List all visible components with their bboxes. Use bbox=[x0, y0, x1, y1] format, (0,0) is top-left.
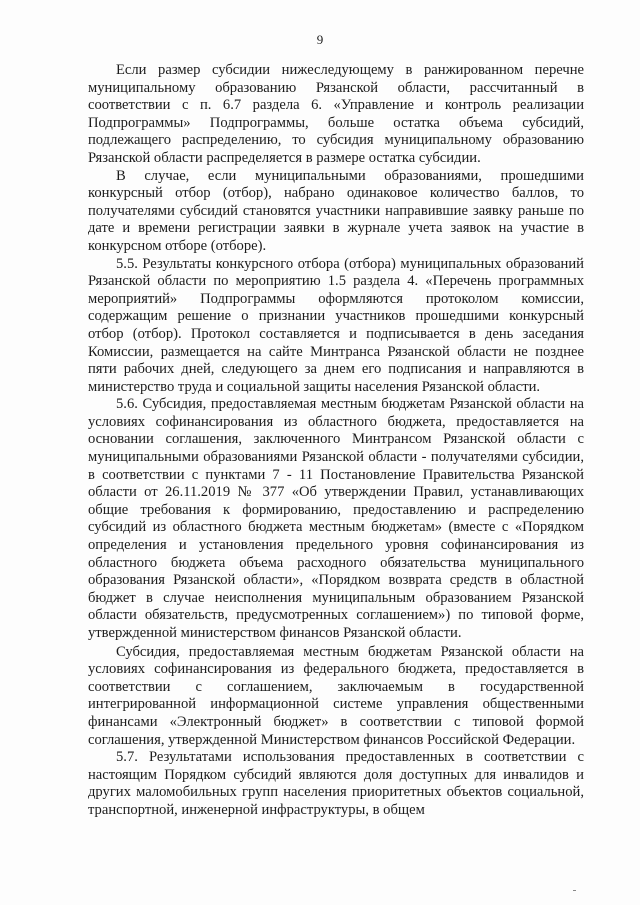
paragraph-5-7-usage-results: 5.7. Результатами использования предоставленных в соответствии с настоящим Порядком субсидий являются доля доступных для инвалидов и других маломобильных групп населения приоритетных объектов социальной, транспортной, инженерной инфраструктуры, в общем bbox=[88, 749, 584, 818]
page-number: 9 bbox=[316, 32, 324, 47]
paragraph-equal-scores: В случае, если муниципальными образованиями, прошедшими конкурсный отбор (отбор), набрано одинаковое количество баллов, то получателями субсидий становятся участники направившие заявку раньше по дате и времени регистрации заявки в журнале учета заявок на участие в конкурсном отборе (отборе). bbox=[88, 167, 584, 254]
paragraph-federal-subsidy: Субсидия, предоставляемая местным бюджетам Рязанской области на условиях софинансирования из федерального бюджета, предоставляется в соответствии с соглашением, заключаемым в государственной интегрированной информационной системе управления общественными финансами «Электронный бюджет» в соответствии с типовой формой соглашения, утвержденной Министерством финансов Российской Федерации. bbox=[88, 643, 584, 748]
scan-mark bbox=[573, 890, 576, 891]
paragraph-subsidy-remainder: Если размер субсидии нижеследующему в ранжированном перечне муниципальному образованию Рязанской области, рассчитанный в соответствии с п. 6.7 раздела 6. «Управление и контроль реализации Подпрограммы» Подпрограммы, больше остатка объема субсидий, подлежащего распределению, то субсидия муниципальному образованию Рязанской области распределяется в размере остатка субсидии. bbox=[88, 62, 584, 166]
paragraph-5-5-results: 5.5. Результаты конкурсного отбора (отбора) муниципальных образований Рязанской области по мероприятию 1.5 раздела 4. «Перечень программных мероприятий» Подпрограммы оформляются протоколом комиссии, содержащим решение о признании участников прошедшими конкурсный отбор (отбор). Протокол составляется и подписывается в день заседания Комиссии, размещается на сайте Минтранса Рязанской области не позднее пяти рабочих дней, следующего за днем его подписания и направляются в министерство труда и социальной защиты населения Рязанской области. bbox=[88, 255, 584, 395]
document-body bbox=[88, 62, 584, 820]
paragraph-5-6-regional-subsidy: 5.6. Субсидия, предоставляемая местным бюджетам Рязанской области на условиях софинансирования из областного бюджета, предоставляется на основании соглашения, заключенного Минтрансом Рязанской области с муниципальными образованиями Рязанской области - получателями субсидии, в соответствии с пунктами 7 - 11 Постановление Правительства Рязанской области от 26.11.2019 № 377 «Об утверждении Правил, устанавливающих общие требования к формированию, предоставлению и распределению субсидий из областного бюджета местным бюджетам» (вместе с «Порядком определения и установления предельного уровня софинансирования из областного бюджета объема расходного обязательства муниципального образования Рязанской области», «Порядком возврата средств в областной бюджет в случае неисполнения муниципальным образованием Рязанской области обязательств, предусмотренных соглашением») по типовой форме, утвержденной министерством финансов Рязанской области. bbox=[88, 396, 584, 641]
